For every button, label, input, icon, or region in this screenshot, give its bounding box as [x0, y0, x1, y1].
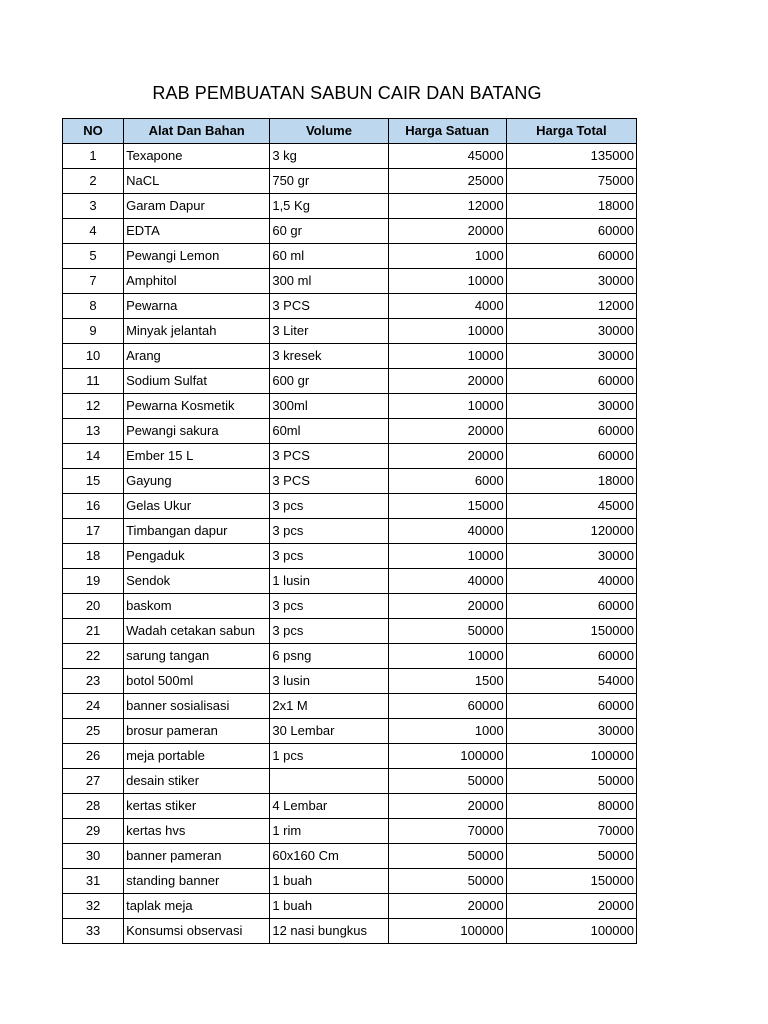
row-number-cell: 3 — [63, 194, 124, 219]
table-row — [63, 419, 637, 444]
total-price-cell: 30000 — [506, 544, 636, 569]
total-price-cell: 50000 — [506, 769, 636, 794]
volume-cell: 3 PCS — [270, 469, 388, 494]
item-name-cell: Pewangi Lemon — [124, 244, 270, 269]
item-name-cell: brosur pameran — [124, 719, 270, 744]
item-name-cell: Pewarna — [124, 294, 270, 319]
item-name-cell: taplak meja — [124, 894, 270, 919]
table-row — [63, 644, 637, 669]
row-number-cell: 31 — [63, 869, 124, 894]
row-number-cell: 26 — [63, 744, 124, 769]
table-row — [63, 844, 637, 869]
table-row — [63, 219, 637, 244]
table-row — [63, 194, 637, 219]
volume-cell: 300 ml — [270, 269, 388, 294]
table-row — [63, 544, 637, 569]
total-price-cell: 60000 — [506, 594, 636, 619]
volume-cell: 3 kresek — [270, 344, 388, 369]
unit-price-cell: 50000 — [388, 844, 506, 869]
item-name-cell: kertas stiker — [124, 794, 270, 819]
total-price-cell: 80000 — [506, 794, 636, 819]
unit-price-cell: 20000 — [388, 894, 506, 919]
total-price-cell: 40000 — [506, 569, 636, 594]
document-title: RAB PEMBUATAN SABUN CAIR DAN BATANG — [152, 83, 542, 103]
table-body — [63, 144, 637, 944]
header-no: NO — [63, 119, 124, 144]
total-price-cell: 54000 — [506, 669, 636, 694]
row-number-cell: 24 — [63, 694, 124, 719]
row-number-cell: 13 — [63, 419, 124, 444]
volume-cell: 3 pcs — [270, 594, 388, 619]
header-unit-price: Harga Satuan — [388, 119, 506, 144]
item-name-cell: Minyak jelantah — [124, 319, 270, 344]
volume-cell: 60 ml — [270, 244, 388, 269]
volume-cell: 1 rim — [270, 819, 388, 844]
volume-cell: 2x1 M — [270, 694, 388, 719]
unit-price-cell: 1000 — [388, 244, 506, 269]
unit-price-cell: 45000 — [388, 144, 506, 169]
total-price-cell: 60000 — [506, 694, 636, 719]
item-name-cell: Wadah cetakan sabun — [124, 619, 270, 644]
unit-price-cell: 10000 — [388, 319, 506, 344]
total-price-cell: 135000 — [506, 144, 636, 169]
volume-cell: 1 pcs — [270, 744, 388, 769]
table-row — [63, 519, 637, 544]
row-number-cell: 17 — [63, 519, 124, 544]
item-name-cell: Sodium Sulfat — [124, 369, 270, 394]
volume-cell: 3 PCS — [270, 294, 388, 319]
total-price-cell: 150000 — [506, 619, 636, 644]
table-row — [63, 619, 637, 644]
item-name-cell: Gayung — [124, 469, 270, 494]
unit-price-cell: 4000 — [388, 294, 506, 319]
item-name-cell: banner sosialisasi — [124, 694, 270, 719]
header-item: Alat Dan Bahan — [124, 119, 270, 144]
total-price-cell: 30000 — [506, 719, 636, 744]
total-price-cell: 60000 — [506, 444, 636, 469]
unit-price-cell: 20000 — [388, 219, 506, 244]
table-row — [63, 894, 637, 919]
unit-price-cell: 10000 — [388, 344, 506, 369]
item-name-cell: sarung tangan — [124, 644, 270, 669]
unit-price-cell: 50000 — [388, 769, 506, 794]
total-price-cell: 30000 — [506, 344, 636, 369]
volume-cell: 60ml — [270, 419, 388, 444]
volume-cell: 1 buah — [270, 869, 388, 894]
table-row — [63, 494, 637, 519]
unit-price-cell: 1000 — [388, 719, 506, 744]
row-number-cell: 25 — [63, 719, 124, 744]
total-price-cell: 60000 — [506, 419, 636, 444]
total-price-cell: 30000 — [506, 394, 636, 419]
unit-price-cell: 6000 — [388, 469, 506, 494]
row-number-cell: 15 — [63, 469, 124, 494]
total-price-cell: 120000 — [506, 519, 636, 544]
total-price-cell: 100000 — [506, 919, 636, 944]
row-number-cell: 18 — [63, 544, 124, 569]
unit-price-cell: 20000 — [388, 369, 506, 394]
total-price-cell: 18000 — [506, 194, 636, 219]
unit-price-cell: 60000 — [388, 694, 506, 719]
item-name-cell: Ember 15 L — [124, 444, 270, 469]
item-name-cell: Amphitol — [124, 269, 270, 294]
table-row — [63, 269, 637, 294]
table-row — [63, 319, 637, 344]
item-name-cell: EDTA — [124, 219, 270, 244]
table-row — [63, 719, 637, 744]
total-price-cell: 60000 — [506, 219, 636, 244]
volume-cell: 60x160 Cm — [270, 844, 388, 869]
unit-price-cell: 50000 — [388, 869, 506, 894]
item-name-cell: Texapone — [124, 144, 270, 169]
total-price-cell: 60000 — [506, 369, 636, 394]
total-price-cell: 100000 — [506, 744, 636, 769]
table-row — [63, 144, 637, 169]
item-name-cell: meja portable — [124, 744, 270, 769]
row-number-cell: 10 — [63, 344, 124, 369]
unit-price-cell: 10000 — [388, 394, 506, 419]
volume-cell: 1 lusin — [270, 569, 388, 594]
unit-price-cell: 12000 — [388, 194, 506, 219]
volume-cell: 3 pcs — [270, 544, 388, 569]
unit-price-cell: 15000 — [388, 494, 506, 519]
item-name-cell: desain stiker — [124, 769, 270, 794]
row-number-cell: 5 — [63, 244, 124, 269]
item-name-cell: Arang — [124, 344, 270, 369]
row-number-cell: 7 — [63, 269, 124, 294]
total-price-cell: 20000 — [506, 894, 636, 919]
budget-table — [62, 118, 637, 944]
unit-price-cell: 20000 — [388, 594, 506, 619]
item-name-cell: Sendok — [124, 569, 270, 594]
row-number-cell: 22 — [63, 644, 124, 669]
item-name-cell: Gelas Ukur — [124, 494, 270, 519]
row-number-cell: 14 — [63, 444, 124, 469]
item-name-cell: kertas hvs — [124, 819, 270, 844]
item-name-cell: Pewarna Kosmetik — [124, 394, 270, 419]
table-row — [63, 294, 637, 319]
table-header-row — [63, 119, 637, 144]
total-price-cell: 60000 — [506, 644, 636, 669]
unit-price-cell: 20000 — [388, 419, 506, 444]
table-row — [63, 369, 637, 394]
table-row — [63, 594, 637, 619]
unit-price-cell: 10000 — [388, 544, 506, 569]
table-row — [63, 919, 637, 944]
item-name-cell: botol 500ml — [124, 669, 270, 694]
volume-cell: 600 gr — [270, 369, 388, 394]
row-number-cell: 4 — [63, 219, 124, 244]
item-name-cell: Konsumsi observasi — [124, 919, 270, 944]
unit-price-cell: 100000 — [388, 744, 506, 769]
row-number-cell: 28 — [63, 794, 124, 819]
volume-cell: 300ml — [270, 394, 388, 419]
volume-cell: 3 pcs — [270, 519, 388, 544]
unit-price-cell: 10000 — [388, 269, 506, 294]
item-name-cell: NaCL — [124, 169, 270, 194]
row-number-cell: 30 — [63, 844, 124, 869]
unit-price-cell: 40000 — [388, 519, 506, 544]
unit-price-cell: 40000 — [388, 569, 506, 594]
total-price-cell: 75000 — [506, 169, 636, 194]
total-price-cell: 70000 — [506, 819, 636, 844]
unit-price-cell: 100000 — [388, 919, 506, 944]
item-name-cell: Pengaduk — [124, 544, 270, 569]
volume-cell: 1,5 Kg — [270, 194, 388, 219]
row-number-cell: 8 — [63, 294, 124, 319]
table-row — [63, 394, 637, 419]
table-row — [63, 444, 637, 469]
unit-price-cell: 20000 — [388, 444, 506, 469]
volume-cell: 60 gr — [270, 219, 388, 244]
total-price-cell: 60000 — [506, 244, 636, 269]
item-name-cell: baskom — [124, 594, 270, 619]
table-row — [63, 669, 637, 694]
item-name-cell: Garam Dapur — [124, 194, 270, 219]
row-number-cell: 11 — [63, 369, 124, 394]
unit-price-cell: 50000 — [388, 619, 506, 644]
unit-price-cell: 25000 — [388, 169, 506, 194]
row-number-cell: 19 — [63, 569, 124, 594]
table-row — [63, 244, 637, 269]
row-number-cell: 29 — [63, 819, 124, 844]
total-price-cell: 30000 — [506, 319, 636, 344]
row-number-cell: 12 — [63, 394, 124, 419]
row-number-cell: 23 — [63, 669, 124, 694]
item-name-cell: Pewangi sakura — [124, 419, 270, 444]
table-row — [63, 794, 637, 819]
volume-cell: 6 psng — [270, 644, 388, 669]
item-name-cell: Timbangan dapur — [124, 519, 270, 544]
row-number-cell: 20 — [63, 594, 124, 619]
header-volume: Volume — [270, 119, 388, 144]
unit-price-cell: 10000 — [388, 644, 506, 669]
table-row — [63, 169, 637, 194]
volume-cell: 1 buah — [270, 894, 388, 919]
table-row — [63, 744, 637, 769]
volume-cell: 3 pcs — [270, 619, 388, 644]
row-number-cell: 32 — [63, 894, 124, 919]
volume-cell: 3 Liter — [270, 319, 388, 344]
volume-cell: 4 Lembar — [270, 794, 388, 819]
row-number-cell: 21 — [63, 619, 124, 644]
item-name-cell: banner pameran — [124, 844, 270, 869]
total-price-cell: 30000 — [506, 269, 636, 294]
row-number-cell: 2 — [63, 169, 124, 194]
table-row — [63, 469, 637, 494]
total-price-cell: 50000 — [506, 844, 636, 869]
unit-price-cell: 1500 — [388, 669, 506, 694]
unit-price-cell: 70000 — [388, 819, 506, 844]
volume-cell — [270, 769, 388, 794]
volume-cell: 30 Lembar — [270, 719, 388, 744]
unit-price-cell: 20000 — [388, 794, 506, 819]
volume-cell: 3 kg — [270, 144, 388, 169]
table-row — [63, 819, 637, 844]
table-row — [63, 869, 637, 894]
table-row — [63, 769, 637, 794]
row-number-cell: 27 — [63, 769, 124, 794]
volume-cell: 3 pcs — [270, 494, 388, 519]
header-total-price: Harga Total — [506, 119, 636, 144]
row-number-cell: 1 — [63, 144, 124, 169]
total-price-cell: 45000 — [506, 494, 636, 519]
row-number-cell: 33 — [63, 919, 124, 944]
total-price-cell: 150000 — [506, 869, 636, 894]
table-row — [63, 694, 637, 719]
volume-cell: 750 gr — [270, 169, 388, 194]
total-price-cell: 18000 — [506, 469, 636, 494]
volume-cell: 3 lusin — [270, 669, 388, 694]
volume-cell: 12 nasi bungkus — [270, 919, 388, 944]
row-number-cell: 16 — [63, 494, 124, 519]
volume-cell: 3 PCS — [270, 444, 388, 469]
total-price-cell: 12000 — [506, 294, 636, 319]
table-row — [63, 569, 637, 594]
row-number-cell: 9 — [63, 319, 124, 344]
item-name-cell: standing banner — [124, 869, 270, 894]
table-row — [63, 344, 637, 369]
